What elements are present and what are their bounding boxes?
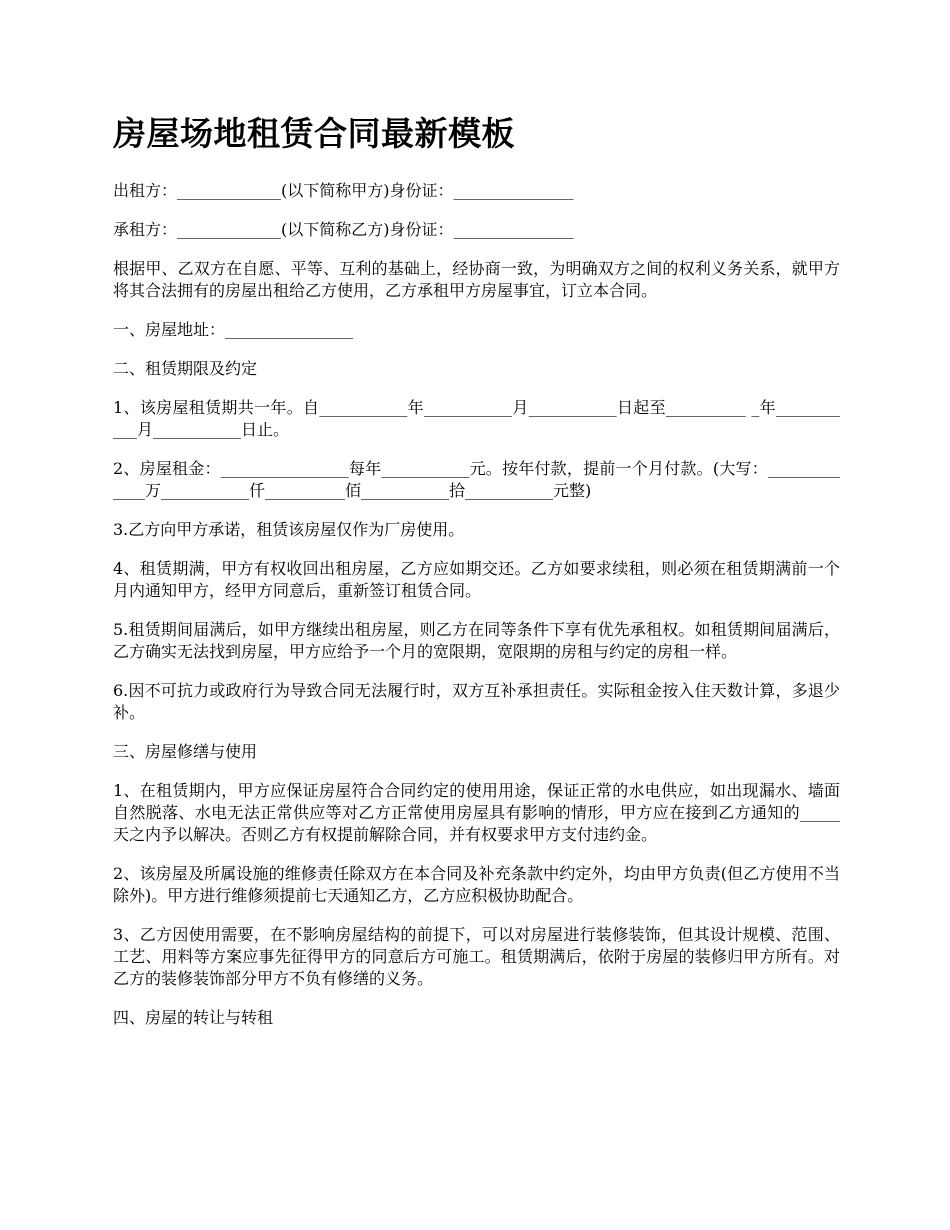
clause-2-4: 4、租赁期满，甲方有权收回出租房屋，乙方应如期交还。乙方如要求续租，则必须在租赁期满前一个月内通知甲方，经甲方同意后，重新签订租赁合同。 [113, 559, 840, 600]
clause-2-3: 3.乙方向甲方承诺，租赁该房屋仅作为厂房使用。 [113, 520, 465, 539]
clause-3-3: 3、乙方因使用需要，在不影响房屋结构的前提下，可以对房屋进行装修装饰，但其设计规模、范围、工艺、用料等方案应事先征得甲方的同意后方可施工。租赁期满后，依附于房屋的装修归甲方所有。对乙方的装修装饰部分甲方不负有修缮的义务。 [113, 925, 840, 988]
document-title: 房屋场地租赁合同最新模板 [113, 114, 515, 153]
section-1-address: 一、房屋地址：________________ [113, 320, 354, 339]
clause-2-1: 1、该房屋租赁期共一年。自___________年___________月___________日起至__________ _年___________月___________日止。 [113, 398, 840, 439]
preamble-paragraph: 根据甲、乙双方在自愿、平等、互利的基础上，经协商一致，为明确双方之间的权利义务关系，就甲方将其合法拥有的房屋出租给乙方使用，乙方承租甲方房屋事宜，订立本合同。 [113, 259, 840, 300]
clause-2-6: 6.因不可抗力或政府行为导致合同无法履行时，双方互补承担责任。实际租金按入住天数计算，多退少补。 [113, 681, 840, 722]
section-4-heading: 四、房屋的转让与转租 [113, 1008, 274, 1027]
document-page [113, 110, 840, 1046]
section-3-heading: 三、房屋修缮与使用 [113, 742, 258, 761]
lessor-line: 出租方：_____________(以下简称甲方)身份证：_______________ [113, 181, 574, 200]
clause-2-5: 5.租赁期间届满后，如甲方继续出租房屋，则乙方在同等条件下享有优先承租权。如租赁期间届满后，乙方确实无法找到房屋，甲方应给予一个月的宽限期，宽限期的房租与约定的房租一样。 [113, 620, 840, 661]
clause-2-2: 2、房屋租金：________________每年___________元。按年付款，提前一个月付款。(大写：_____________万___________仟__________佰___________拾___________元整) [113, 459, 840, 500]
clause-3-1: 1、在租赁期内，甲方应保证房屋符合合同约定的使用用途，保证正常的水电供应，如出现漏水、墙面自然脱落、水电无法正常供应等对乙方正常使用房屋具有影响的情形，甲方应在接到乙方通知的_____天之内予以解决。否则乙方有权提前解除合同，并有权要求甲方支付违约金。 [113, 781, 840, 844]
lessee-line: 承租方：_____________(以下简称乙方)身份证：_______________ [113, 220, 574, 239]
section-2-heading: 二、租赁期限及约定 [113, 359, 258, 378]
clause-3-2: 2、该房屋及所属设施的维修责任除双方在本合同及补充条款中约定外，均由甲方负责(但乙方使用不当除外)。甲方进行维修须提前七天通知乙方，乙方应积极协助配合。 [113, 864, 840, 905]
